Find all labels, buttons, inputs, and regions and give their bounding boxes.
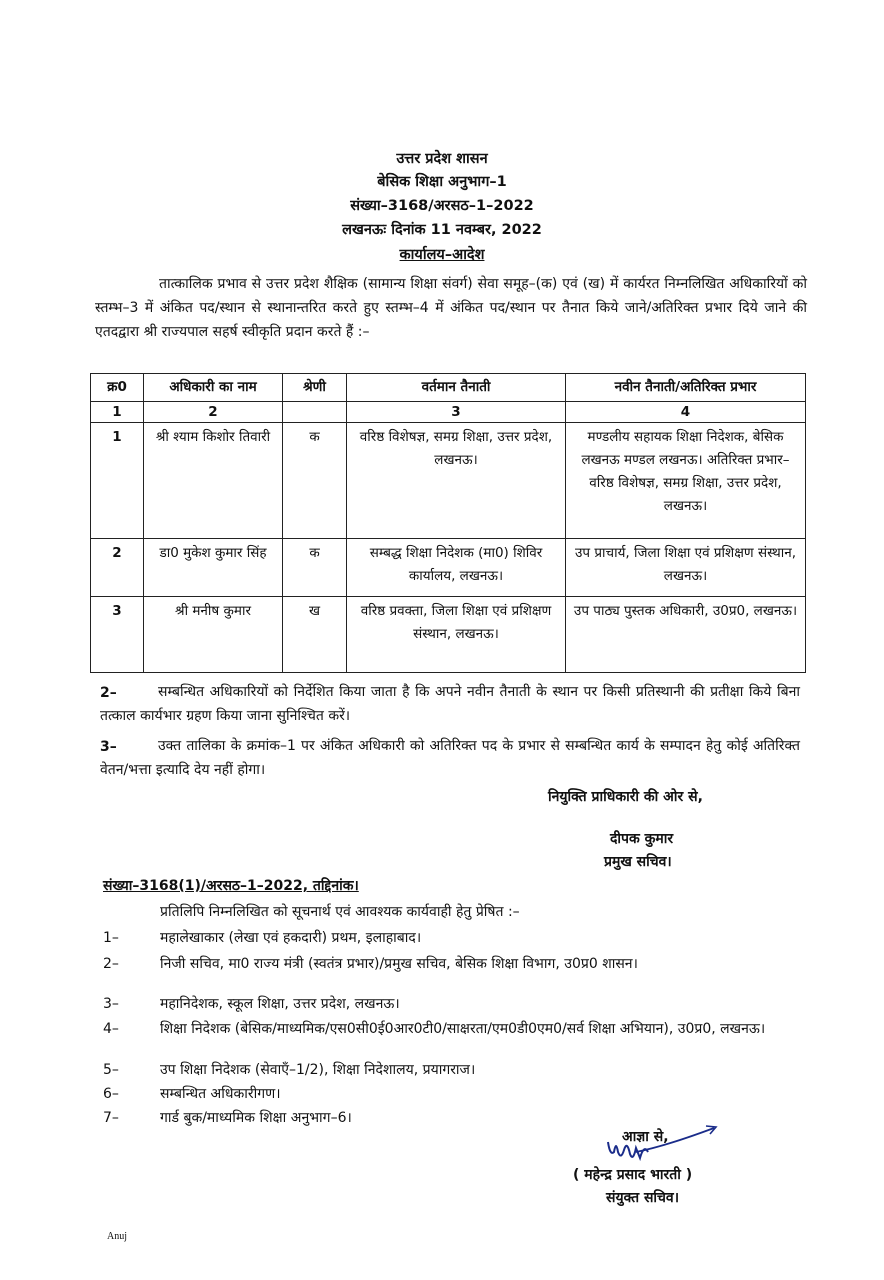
header-cell: अधिकारी का नाम xyxy=(144,374,283,402)
cc-text: शिक्षा निदेशक (बेसिक/माध्यमिक/एस0सी0ई0आर0टी0/साक्षरता/एम0डी0एम0/सर्व शिक्षा अभियान), उ0प्र0, लखनऊ। xyxy=(160,1021,766,1037)
table-row xyxy=(91,423,806,539)
signatory1-name: दीपक कुमार xyxy=(610,831,674,847)
column-number: 4 xyxy=(566,402,806,423)
header-cell: नवीन तैनाती/अतिरिक्त प्रभार xyxy=(566,374,806,402)
signatory1-designation: प्रमुख सचिव। xyxy=(604,854,672,870)
header-line2: बेसिक शिक्षा अनुभाग–1 xyxy=(377,174,507,190)
order-line: आज्ञा से, xyxy=(622,1129,669,1145)
cc-intro: प्रतिलिपि निम्नलिखित को सूचनार्थ एवं आवश्यक कार्यवाही हेतु प्रेषित :– xyxy=(160,904,520,920)
cc-text: उप शिक्षा निदेशक (सेवाएँ–1/2), शिक्षा निदेशालय, प्रयागराज। xyxy=(160,1062,476,1078)
document-title-text: कार्यालय–आदेश xyxy=(399,247,485,263)
para2-number: 2– xyxy=(100,685,117,701)
officer-name: श्री श्याम किशोर तिवारी xyxy=(144,423,283,539)
cc-number: 2– xyxy=(103,956,119,972)
para3-number: 3– xyxy=(100,739,117,755)
table-row xyxy=(91,597,806,673)
column-number: 3 xyxy=(347,402,566,423)
table-header-row xyxy=(91,374,806,402)
row-serial: 2 xyxy=(91,539,144,597)
row-serial: 1 xyxy=(91,423,144,539)
new-posting: उप पाठ्य पुस्तक अधिकारी, उ0प्र0, लखनऊ। xyxy=(566,597,806,673)
cc-text: महानिदेशक, स्कूल शिक्षा, उत्तर प्रदेश, लखनऊ। xyxy=(160,996,400,1012)
cc-text: सम्बन्धित अधिकारीगण। xyxy=(160,1086,281,1102)
new-posting: मण्डलीय सहायक शिक्षा निदेशक, बेसिक लखनऊ मण्डल लखनऊ। अतिरिक्त प्रभार– वरिष्ठ विशेषज्ञ, समग्र शिक्षा, उत्तर प्रदेश, लखनऊ। xyxy=(566,423,806,539)
cc-number: 7– xyxy=(103,1110,119,1126)
header-cell: क्र0 xyxy=(91,374,144,402)
column-number xyxy=(283,402,347,423)
header-cell: वर्तमान तैनाती xyxy=(347,374,566,402)
authority-line: नियुक्ति प्राधिकारी की ओर से, xyxy=(548,789,703,805)
order-number: संख्या–3168/अरसठ–1–2022 xyxy=(350,198,534,214)
new-posting: उप प्राचार्य, जिला शिक्षा एवं प्रशिक्षण संस्थान, लखनऊ। xyxy=(566,539,806,597)
footer-initials: Anuj xyxy=(107,1231,127,1242)
cc-number: 5– xyxy=(103,1062,119,1078)
officer-name: श्री मनीष कुमार xyxy=(144,597,283,673)
officer-grade: ख xyxy=(283,597,347,673)
cc-number: 4– xyxy=(103,1021,119,1037)
signatory2-name: ( महेन्द्र प्रसाद भारती ) xyxy=(573,1167,693,1183)
document-title xyxy=(0,244,884,264)
column-number: 1 xyxy=(91,402,144,423)
officer-grade: क xyxy=(283,539,347,597)
signatory2-designation: संयुक्त सचिव। xyxy=(606,1190,680,1206)
cc-text: महालेखाकार (लेखा एवं हकदारी) प्रथम, इलाहाबाद। xyxy=(160,930,422,946)
cc-number: 1– xyxy=(103,930,119,946)
column-number-row xyxy=(91,402,806,423)
cc-text: गार्ड बुक/माध्यमिक शिक्षा अनुभाग–6। xyxy=(160,1110,352,1126)
para3-text: उक्त तालिका के क्रमांक–1 पर अंकित अधिकारी को अतिरिक्त पद के प्रभार से सम्बन्धित कार्य के सम्पादन हेतु कोई अतिरिक्त वेतन/भत्ता इत्यादि देय नहीं होगा। xyxy=(100,738,800,778)
current-posting: वरिष्ठ विशेषज्ञ, समग्र शिक्षा, उत्तर प्रदेश, लखनऊ। xyxy=(347,423,566,539)
cc-number: 3– xyxy=(103,996,119,1012)
current-posting: वरिष्ठ प्रवक्ता, जिला शिक्षा एवं प्रशिक्षण संस्थान, लखनऊ। xyxy=(347,597,566,673)
intro-paragraph: तात्कालिक प्रभाव से उत्तर प्रदेश शैक्षिक (सामान्य शिक्षा संवर्ग) सेवा समूह–(क) एवं (ख) में कार्यरत निम्नलिखित अधिकारियों को स्तम्भ–3 में अंकित पद/स्थान से स्थानान्तरित करते हुए स्तम्भ–4 में अंकित पद/स्थान पर तैनात किये जाने/अतिरिक्त प्रभार दिये जाने की एतदद्वारा श्री राज्यपाल सहर्ष स्वीकृति प्रदान करते हैं :– xyxy=(95,276,807,340)
cc-text: निजी सचिव, मा0 राज्य मंत्री (स्वतंत्र प्रभार)/प्रमुख सचिव, बेसिक शिक्षा विभाग, उ0प्र0 शासन। xyxy=(160,956,638,972)
officer-grade: क xyxy=(283,423,347,539)
officer-name: डा0 मुकेश कुमार सिंह xyxy=(144,539,283,597)
header-cell: श्रेणी xyxy=(283,374,347,402)
cc-number: 6– xyxy=(103,1086,119,1102)
row-serial: 3 xyxy=(91,597,144,673)
current-posting: सम्बद्ध शिक्षा निदेशक (मा0) शिविर कार्यालय, लखनऊ। xyxy=(347,539,566,597)
transfer-table xyxy=(90,373,806,673)
header-line1: उत्तर प्रदेश शासन xyxy=(396,151,488,167)
column-number: 2 xyxy=(144,402,283,423)
cc-heading: संख्या–3168(1)/अरसठ–1–2022, तद्दिनांक। xyxy=(103,878,359,894)
para2-text: सम्बन्धित अधिकारियों को निर्देशित किया जाता है कि अपने नवीन तैनाती के स्थान पर किसी प्रतिस्थानी की प्रतीक्षा किये बिना तत्काल कार्यभार ग्रहण किया जाना सुनिश्चित करें। xyxy=(100,684,800,724)
table-row xyxy=(91,539,806,597)
order-date: लखनऊः दिनांक 11 नवम्बर, 2022 xyxy=(342,222,542,238)
